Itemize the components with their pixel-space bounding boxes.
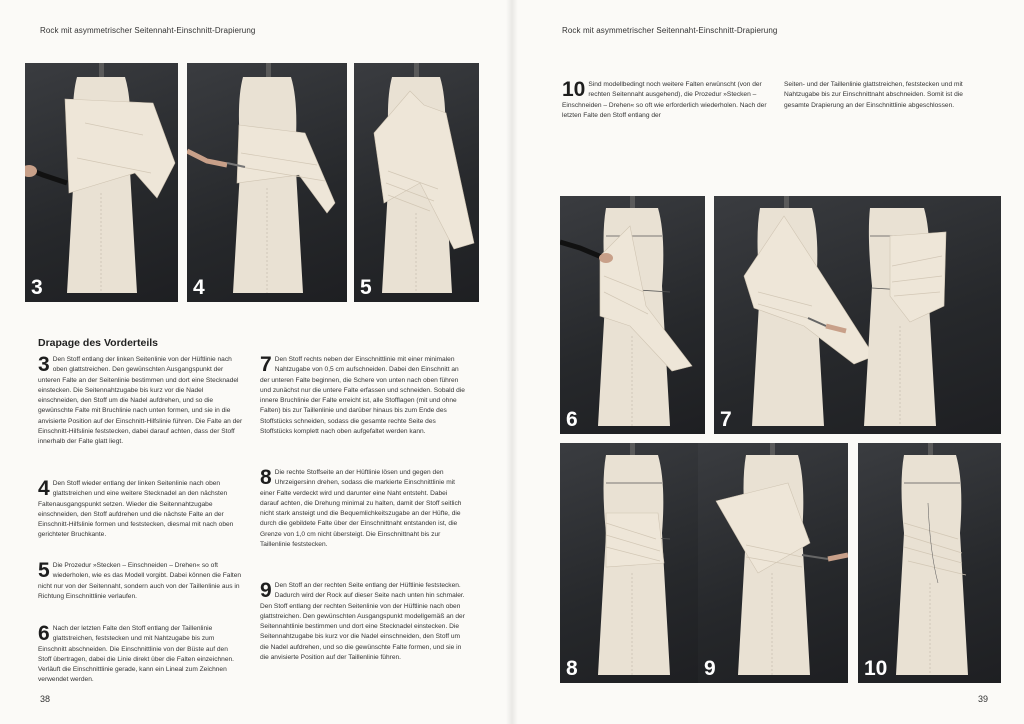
step-photo-3 (25, 63, 178, 302)
dress-form-figure-9 (698, 443, 848, 683)
dress-form-figure-7 (714, 196, 1001, 434)
step-photo-8 (560, 443, 705, 683)
step-photo-10 (858, 443, 1001, 683)
page-number-right: 39 (978, 694, 989, 704)
step-7-paragraph (260, 355, 465, 437)
step-number: 5 (38, 559, 50, 582)
step-photo-label: 3 (31, 276, 43, 299)
step-number: 8 (260, 466, 272, 489)
dress-form-figure-6 (560, 196, 705, 434)
step-photo-label: 4 (193, 276, 205, 299)
step-4-paragraph (38, 479, 243, 541)
step-text: Seiten- und der Taillenlinie glattstreichen, feststecken und mit Nahtzugabe bis zur Einschnittnaht abschneiden. Somit ist die gesamte Drapierung an der Einschnittlinie abgeschlossen. (784, 81, 963, 109)
step-3-paragraph (38, 355, 243, 448)
step-text: Die Prozedur »Stecken – Einschneiden – Drehen« so oft wiederholen, wie es das Modell vorgibt. Dabei können die Falten nicht nur von der Seitennaht, sondern auch von der Taillenlinie aus in Richtung Einschnittlinie verlaufen. (38, 562, 242, 600)
step-photo-label: 10 (864, 657, 888, 680)
step-9-paragraph (260, 581, 465, 663)
step-8-paragraph (260, 468, 465, 550)
step-10-paragraph (562, 80, 767, 121)
step-number: 4 (38, 477, 50, 500)
step-text: Den Stoff rechts neben der Einschnittlinie mit einer minimalen Nahtzugabe von 0,5 cm aufschneiden. Dabei den Einschnitt an der unteren Falte beginnen, die Schere von unten nach oben führen und zunächst nur die untere Falte erfassen und schneiden. Sobald die innere Bruchlinie der Falte erreicht ist, alle Stofflagen (mit und ohne Falten) bis zur Taillenlinie und darüber hinaus bis zum Ende des Stoffstücks schneiden, sodass die gesamte rechte Seite des Stoffstücks komplett nach oben aufgefaltet werden kann. (260, 356, 465, 436)
right-page (512, 0, 1024, 724)
section-title: Drapage des Vorderteils (38, 337, 159, 349)
step-5-paragraph (38, 561, 243, 602)
step-text: Den Stoff entlang der linken Seitenlinie von der Hüftlinie nach oben glattstreichen. Den gewünschten Ausgangspunkt der unteren Falte an der Seitenlinie bestimmen und dort eine Stecknadel einstecken. Die Seitennahtzugabe bis kurz vor die Nadel einschneiden, den Stoff um die Nadel aufdrehen, und so die gewünschte Falte mit Bruchlinie nach unten formen, und sie in die anvisierte Position auf der Einschnitt-Hilfslinie führen. Die Falte an der Einschnitt-Hilfslinie feststecken, dabei darauf achten, dass der Stoff innerhalb der Falte glatt liegt. (38, 356, 243, 446)
step-number: 6 (38, 622, 50, 645)
step-10-continuation (784, 80, 984, 111)
step-photo-label: 9 (704, 657, 716, 680)
dress-form-figure-5 (354, 63, 479, 302)
dress-form-figure-8 (560, 443, 705, 683)
book-gutter (506, 0, 518, 724)
step-photo-4 (187, 63, 347, 302)
step-number: 9 (260, 579, 272, 602)
step-text: Den Stoff an der rechten Seite entlang der Hüftlinie feststecken. Dadurch wird der Rock auf dieser Seite nach unten hin schmaler. Den Stoff entlang der rechten Seitenlinie von der Hüftlinie nach oben glattstreichen. Den gewünschten Ausgangspunkt modellgemäß an der Seitennahtlinie bestimmen und dort eine Stecknadel einstecken. Die Seitennahtzugabe bis kurz vor die Nadel einschneiden, den Stoff um die Nadel aufdrehen, und so die gewünschte Falte formen, und sie in die anvisierte Position auf der Taillenlinie führen. (260, 582, 465, 662)
step-text: Nach der letzten Falte den Stoff entlang der Taillenlinie glattstreichen, feststecken und mit Nahtzugabe bis zum Einschnitt abschneiden. Die Einschnittlinie von der Büste auf den Stoff übertragen, dabei die Linie direkt über die Falten einzeichnen. Verläuft die Einschnittlinie gerade, kann ein Lineal zum Zeichnen verwendet werden. (38, 625, 234, 684)
step-photo-label: 6 (566, 408, 578, 431)
dress-form-figure-3 (25, 63, 178, 302)
step-photo-label: 5 (360, 276, 372, 299)
dress-form-figure-10 (858, 443, 1001, 683)
step-text: Den Stoff wieder entlang der linken Seitenlinie nach oben glattstreichen und eine weitere Stecknadel an den nächsten Faltenausgangspunkt setzen. Wieder die Seitennahtzugabe einschneiden, den Stoff aufdrehen und die nächste Falte an der Einschnitt-Hilfslinie formen und feststecken, diesmal mit nach oben gerichteter Bruchkante. (38, 480, 234, 539)
running-head-left: Rock mit asymmetrischer Seitennaht-Einschnitt-Drapierung (40, 26, 256, 35)
step-photo-9 (698, 443, 848, 683)
step-photo-label: 8 (566, 657, 578, 680)
step-photo-6 (560, 196, 705, 434)
step-number: 3 (38, 353, 50, 376)
step-number: 7 (260, 353, 272, 376)
step-photo-7 (714, 196, 1001, 434)
dress-form-figure-4 (187, 63, 347, 302)
page-number-left: 38 (40, 694, 51, 704)
step-text: Die rechte Stoffseite an der Hüftlinie lösen und gegen den Uhrzeigersinn drehen, sodass die markierte Einschnittlinie mit einer Falte verdeckt wird und darunter eine Naht entsteht. Dabei darauf achten, die Drehung minimal zu halten, damit der Stoff seitlich nicht stark ansteigt und die Bequemlichkeitszugabe an der Hüfte, die durch die gebildete Falte über der Einschnittnaht entstanden ist, die Grenze von 1,0 cm nicht übersteigt. Die Einschnittnaht bis zur Taillenlinie feststecken. (260, 469, 462, 549)
running-head-right: Rock mit asymmetrischer Seitennaht-Einschnitt-Drapierung (562, 26, 778, 35)
step-number: 10 (562, 78, 586, 101)
step-photo-label: 7 (720, 408, 732, 431)
step-photo-5 (354, 63, 479, 302)
step-text: Sind modellbedingt noch weitere Falten erwünscht (von der rechten Seitennaht ausgehend), die Prozedur »Stecken – Einschneiden – Drehen« so oft wie erforderlich wiederholen. Nach der letzten Falte den Stoff entlang der (562, 81, 767, 119)
step-6-paragraph (38, 624, 243, 686)
